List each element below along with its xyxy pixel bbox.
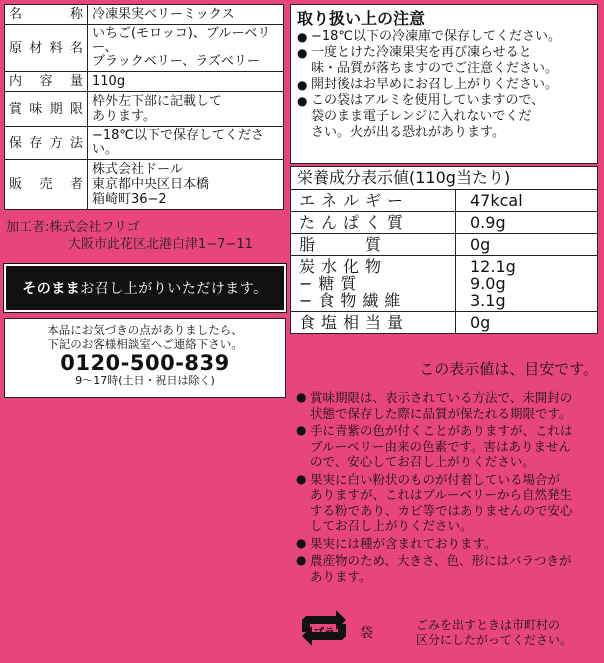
left-panel (0, 0, 288, 663)
note-line: あります。 (310, 568, 372, 584)
handling-item (297, 45, 591, 77)
spec-row-content (5, 72, 284, 92)
contact-phone: 0120-500-839 (60, 351, 230, 375)
contact-message-2: 下記のお客様相談室へご連絡下さい。 (47, 337, 243, 351)
note-line: する粉であり、カビ等ではありませんので安心 (310, 502, 573, 518)
nutrition-key (291, 256, 456, 312)
nutrition-row-protein (291, 212, 598, 234)
recycle-line: ごみを出すときは市町村の (416, 618, 561, 632)
nutrition-key-line: 炭水化物 (299, 257, 388, 276)
recycle-instructions (416, 618, 572, 648)
spec-value-line: 枠外左下部に記載して (92, 94, 223, 109)
recycle-label: 袋 (360, 626, 374, 641)
spec-key: 賞味期限 (5, 92, 88, 127)
processor-name: 加工者:株式会社フリゴ (6, 220, 140, 235)
spec-key: 販 売 者 (5, 160, 88, 210)
spec-value-line: 箱崎町36−2 (92, 192, 167, 207)
spec-key: 内 容 量 (5, 72, 88, 92)
spec-value-line: ブラックベリー、ラズベリー (92, 54, 260, 69)
spec-value: 冷凍果実ベリーミックス (88, 5, 284, 25)
nutrition-table (290, 166, 598, 334)
nutrition-value-line: 12.1g (470, 257, 516, 276)
spec-value-line: いちご(モロッコ)、ブルーベリー、 (92, 26, 271, 55)
spec-value (88, 25, 284, 72)
banner-bold-text: そのまま (22, 281, 81, 297)
product-spec-table (4, 4, 284, 210)
nutrition-key: エネルギー (291, 190, 456, 212)
nutrition-row-fat (291, 234, 598, 256)
processor-info (6, 219, 286, 253)
spec-key: 原材料名 (5, 25, 88, 72)
note-line: ● 手に青紫の色が付くことがありますが、これは (310, 423, 573, 438)
handling-item-line: ● −18℃以下の冷凍庫で保存してください。 (311, 29, 562, 44)
recycle-line: 区分にしたがってください。 (416, 633, 573, 647)
note-item (296, 390, 596, 421)
nutrition-note: この表示値は、目安です。 (419, 360, 598, 378)
note-line: ● 賞味期限は、表示されている方法で、未開封の (310, 390, 573, 405)
nutrition-key-line: −食物繊維 (299, 291, 407, 310)
contact-message-1: 本品にお気づきの点がありましたら、 (47, 323, 243, 337)
spec-value (88, 160, 284, 210)
banner-text: お召し上がりいただけます。 (80, 281, 268, 297)
handling-item-line: ● 一度とけた冷凍果実を再び凍らせると (311, 45, 532, 60)
nutrition-key-line: −糖質 (299, 274, 363, 293)
handling-item (297, 93, 591, 141)
handling-item (297, 77, 591, 93)
nutrition-row-energy (291, 190, 598, 212)
spec-value: −18℃以下で保存してください。 (88, 127, 284, 160)
nutrition-value: 0.9g (456, 212, 598, 234)
handling-item-line: ● この袋はアルミを使用していますので、 (311, 93, 545, 108)
spec-key: 保存方法 (5, 127, 88, 160)
note-line: 状態で保存した際に品質が保たれる期限です。 (310, 405, 572, 421)
spec-value: 110g (88, 72, 284, 92)
handling-title: 取り扱い上の注意 (297, 9, 426, 28)
spec-value-line: 東京都中央区日本橋 (92, 177, 210, 192)
nutrition-value-line: 3.1g (470, 291, 506, 310)
note-line: ブルーベリー由来の色素です。害はありません (310, 438, 572, 454)
note-line: ● 農産物のため、大きさ、色、形にはバラつきが (310, 553, 572, 568)
nutrition-value: 47kcal (456, 190, 598, 212)
spec-row-seller (5, 160, 284, 210)
note-item (296, 472, 596, 534)
note-item (296, 553, 596, 584)
plastic-recycle-icon (296, 606, 352, 650)
nutrition-row-salt (291, 312, 598, 334)
note-item (296, 536, 596, 552)
nutrition-value: 0g (456, 234, 598, 256)
spec-row-storage (5, 127, 284, 160)
note-line: してお召し上がりください。 (310, 518, 473, 533)
note-line: ● 果実には種が含まれております。 (310, 535, 497, 551)
spec-value (88, 92, 284, 127)
note-line: ● 果実に白い粉状のものが付着している場合が (310, 471, 561, 487)
note-item (296, 423, 596, 470)
nutrition-key: 食塩相当量 (291, 312, 456, 334)
spec-value-line: 株式会社ドール (92, 162, 183, 177)
nutrition-value: 0g (456, 312, 598, 334)
processor-address: 大阪市此花区北港白津1−7−11 (68, 237, 253, 252)
spec-row-ingredients (5, 25, 284, 72)
nutrition-value-line: 9.0g (470, 274, 506, 293)
nutrition-key: 脂 質 (291, 234, 456, 256)
spec-row-name (5, 5, 284, 25)
note-line: ので、安心してお召し上がりください。 (310, 454, 535, 469)
ready-to-eat-banner (4, 264, 286, 312)
product-notes (296, 390, 596, 586)
nutrition-header: 栄養成分表示値(110g当たり) (291, 167, 598, 190)
right-panel (288, 0, 604, 663)
note-line: ありますが、これはブルーベリーから自然発生 (310, 487, 573, 502)
recycle-mark-text: プラ (313, 626, 335, 639)
handling-item (297, 29, 591, 45)
spec-value-line: あります。 (92, 109, 156, 124)
handling-item-line: 味・品質が落ちますのでご注意ください。 (311, 61, 559, 76)
spec-key: 名 称 (5, 5, 88, 25)
handling-item-line: さい。火が出る恐れがあります。 (311, 125, 505, 140)
customer-contact-box (4, 318, 286, 398)
nutrition-row-carbs (291, 256, 598, 312)
nutrition-key: たんぱく質 (291, 212, 456, 234)
handling-notice-box (290, 4, 598, 164)
nutrition-value (456, 256, 598, 312)
handling-item-line: ● 開封後はお早めにお召し上がりください。 (311, 77, 559, 92)
handling-item-line: 袋のまま電子レンジに入れないでくだ (311, 109, 532, 124)
spec-row-expiry (5, 92, 284, 127)
contact-hours: 9〜17時(土日・祝日は除く) (75, 374, 215, 387)
